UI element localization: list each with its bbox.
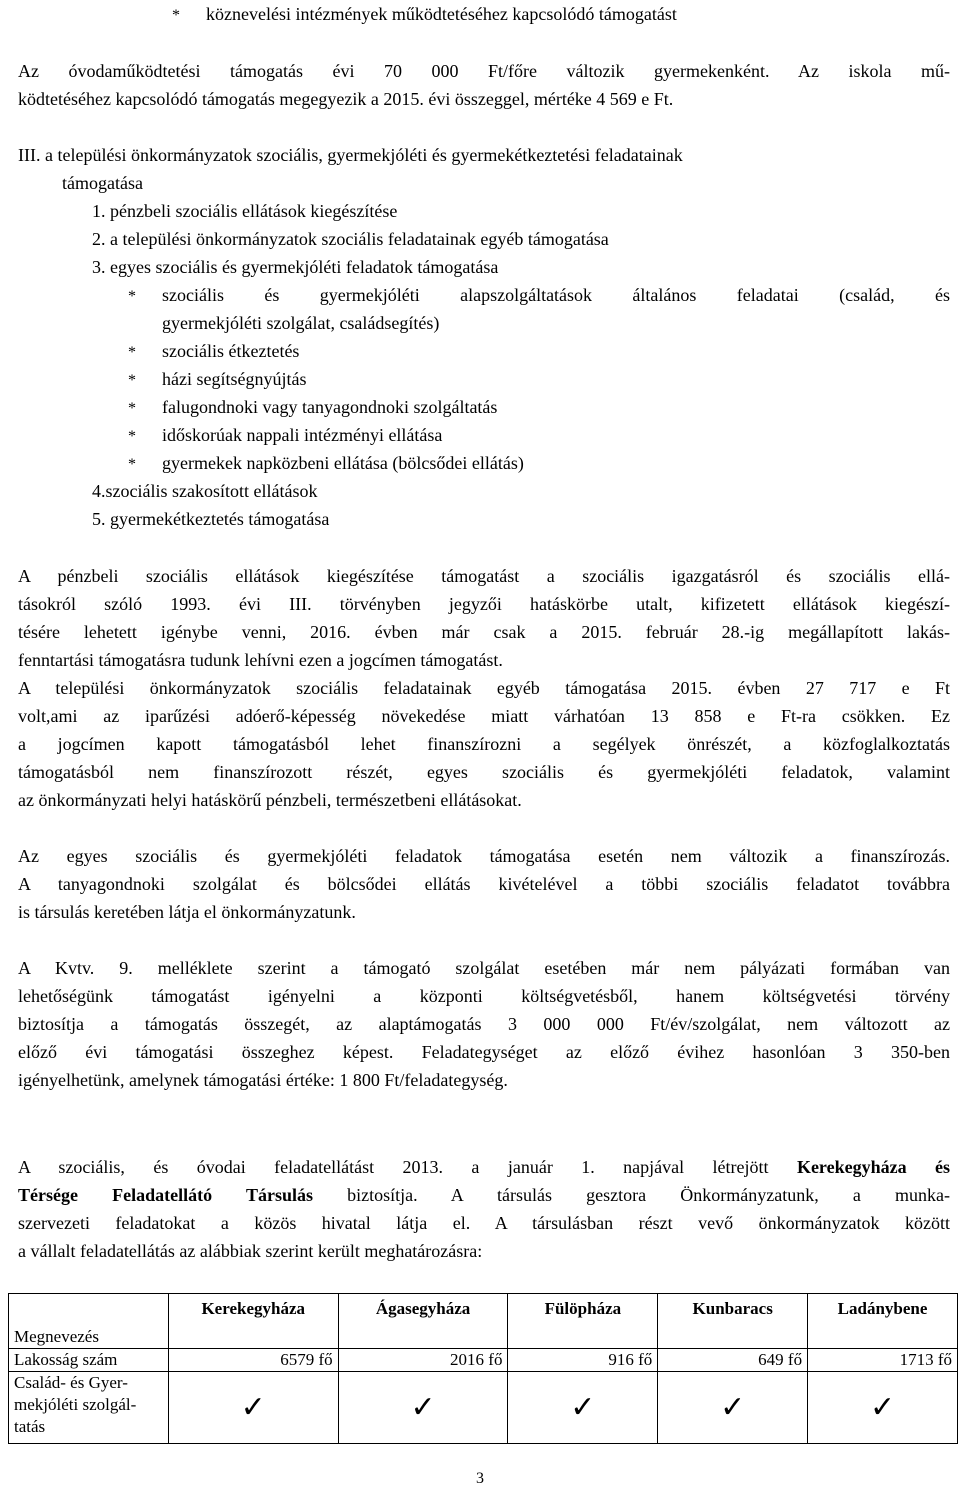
table-cell: 1713 fő [808, 1349, 958, 1372]
table-header-row [9, 1294, 958, 1349]
column-header: Ladánybene [808, 1294, 958, 1349]
sub-bullet-text: szociális étkeztetés [162, 341, 300, 361]
column-header: Ágasegyháza [338, 1294, 508, 1349]
table-row [9, 1372, 958, 1444]
text-line: biztosítja a támogatás összegét, az alaptámogatás 3 000 000 Ft/év/szolgálat, nem változott az [18, 1014, 950, 1034]
table-row [9, 1349, 958, 1372]
paragraph-penzbeli [18, 562, 950, 674]
bullet-star-icon: * [128, 372, 136, 389]
column-header: Kerekegyháza [168, 1294, 338, 1349]
table-cell: 916 fő [508, 1349, 658, 1372]
row-label [9, 1372, 169, 1444]
row-label: Lakosság szám [9, 1349, 169, 1372]
bold-organization-name: Térsége Feladatellátó Társulás [18, 1185, 313, 1205]
municipality-table [8, 1293, 958, 1444]
text-line: is társulás keretében látja el önkormányzatunk. [18, 902, 356, 922]
row-header-label: Megnevezés [9, 1294, 169, 1349]
row-label-line: tatás [14, 1417, 46, 1436]
text-line: Az egyes szociális és gyermekjóléti feladatok támogatása esetén nem változik a finanszírozás. [18, 846, 950, 866]
text-line: támogatásból nem finanszírozott részét, egyes szociális és gyermekjóléti feladatok, valamint [18, 762, 950, 782]
list-item: 5. gyermekétkeztetés támogatása [92, 509, 330, 529]
text-line: az önkormányzati helyi hatáskörű pénzbeli, természetbeni ellátásokat. [18, 790, 522, 810]
text-line: fenntartási támogatásra tudunk lehívni ezen a jogcímen támogatást. [18, 650, 503, 670]
text-line: A pénzbeli szociális ellátások kiegészítése támogatást a szociális igazgatásról és szociális ellá- [18, 566, 950, 586]
checkmark-icon: ✓ [658, 1372, 808, 1444]
list-item: 4.szociális szakosított ellátások [92, 481, 318, 501]
sub-bullet-text: időskorúak nappali intézményi ellátása [162, 425, 443, 445]
bullet-star-icon: * [128, 428, 136, 445]
text-line [18, 1153, 950, 1181]
sub-bullet-text: házi segítségnyújtás [162, 369, 307, 389]
text-line: igényelhetünk, amelynek támogatási értéke: 1 800 Ft/feladategység. [18, 1070, 508, 1090]
text-line: előző évi támogatási összeghez képest. Feladategységet az előző évihez hasonlóan 3 350-ben [18, 1042, 950, 1062]
section-heading-cont: támogatása [62, 173, 143, 193]
checkmark-icon: ✓ [168, 1372, 338, 1444]
text-line: a jogcímen kapott támogatásból lehet finanszírozni a segélyek önrészét, a közfoglalkoztatás [18, 734, 950, 754]
paragraph-tarsulas [18, 1153, 950, 1265]
list-item: 2. a települési önkormányzatok szociális feladatainak egyéb támogatása [92, 229, 609, 249]
sub-bullet-text-cont: gyermekjóléti szolgálat, családsegítés) [162, 313, 440, 333]
list-item: 1. pénzbeli szociális ellátások kiegészítése [92, 201, 398, 221]
checkmark-icon: ✓ [808, 1372, 958, 1444]
bullet-star-icon: * [172, 7, 180, 24]
text-line: tásokról szóló 1993. évi III. törvényben jegyzői hatáskörbe utalt, kifizetett ellátások kiegészí- [18, 594, 950, 614]
paragraph-ovoda [18, 57, 950, 113]
text-line: ködtetéséhez kapcsolódó támogatás megegyezik a 2015. évi összeggel, mértéke 4 569 e Ft. [18, 89, 674, 109]
paragraph-kvtv [18, 954, 950, 1094]
text-line: A tanyagondnoki szolgálat és bölcsődei ellátás kivételével a többi szociális feladatot továbbra [18, 874, 950, 894]
text-line [18, 1181, 950, 1209]
text-line: A Kvtv. 9. melléklete szerint a támogató szolgálat esetében már nem pályázati formában van [18, 958, 950, 978]
text-line: lehetőségünk támogatást igényelni a központi költségvetésből, hanem költségvetési törvény [18, 986, 950, 1006]
text-line: tésére lehetett igénybe venni, 2016. évben már csak a 2015. február 28.-ig megállapított lakás- [18, 622, 950, 642]
text-line: a vállalt feladatellátás az alábbiak szerint került meghatározásra: [18, 1241, 483, 1261]
list-item: 3. egyes szociális és gyermekjóléti feladatok támogatása [92, 257, 499, 277]
bullet-star-icon: * [128, 288, 136, 305]
column-header: Kunbaracs [658, 1294, 808, 1349]
section-heading: III. a települési önkormányzatok szociális, gyermekjóléti és gyermekétkeztetési feladatainak [18, 145, 683, 165]
text-line: Az óvodaműködtetési támogatás évi 70 000 Ft/főre változik gyermekenként. Az iskola mű- [18, 61, 950, 81]
sub-bullet-text: gyermekek napközbeni ellátása (bölcsődei ellátás) [162, 453, 524, 473]
column-header: Fülöpháza [508, 1294, 658, 1349]
text-run: A szociális, és óvodai feladatellátást 2013. a január 1. napjával létrejött [18, 1157, 797, 1177]
text-line: volt,ami az iparűzési adóerő-képesség növekedése miatt várhatóan 13 858 e Ft-ra csökken. Ez [18, 706, 950, 726]
paragraph-egyeb [18, 674, 950, 814]
checkmark-icon: ✓ [508, 1372, 658, 1444]
table-cell: 649 fő [658, 1349, 808, 1372]
text-line: szervezeti feladatokat a közös hivatal látja el. A társulásban részt vevő önkormányzatok között [18, 1213, 950, 1233]
table-cell: 2016 fő [338, 1349, 508, 1372]
text-run: biztosítja. A társulás gesztora Önkormányzatunk, a munka- [312, 1185, 951, 1205]
row-label-line: Család- és Gyer- [14, 1373, 128, 1392]
sub-bullet-text: szociális és gyermekjóléti alapszolgáltatások általános feladatai (család, és [162, 285, 950, 305]
paragraph-egyes [18, 842, 950, 926]
intro-bullet-text: köznevelési intézmények működtetéséhez kapcsolódó támogatást [206, 4, 677, 24]
page-number: 3 [476, 1470, 484, 1487]
text-line: A települési önkormányzatok szociális feladatainak egyéb támogatása 2015. évben 27 717 e Ft [18, 678, 950, 698]
sub-bullet-text: falugondnoki vagy tanyagondnoki szolgáltatás [162, 397, 498, 417]
bullet-star-icon: * [128, 400, 136, 417]
bullet-star-icon: * [128, 456, 136, 473]
checkmark-icon: ✓ [338, 1372, 508, 1444]
table-cell: 6579 fő [168, 1349, 338, 1372]
bold-organization-name: Kerekegyháza és [796, 1157, 950, 1177]
row-label-line: mekjóléti szolgál- [14, 1395, 137, 1414]
bullet-star-icon: * [128, 344, 136, 361]
